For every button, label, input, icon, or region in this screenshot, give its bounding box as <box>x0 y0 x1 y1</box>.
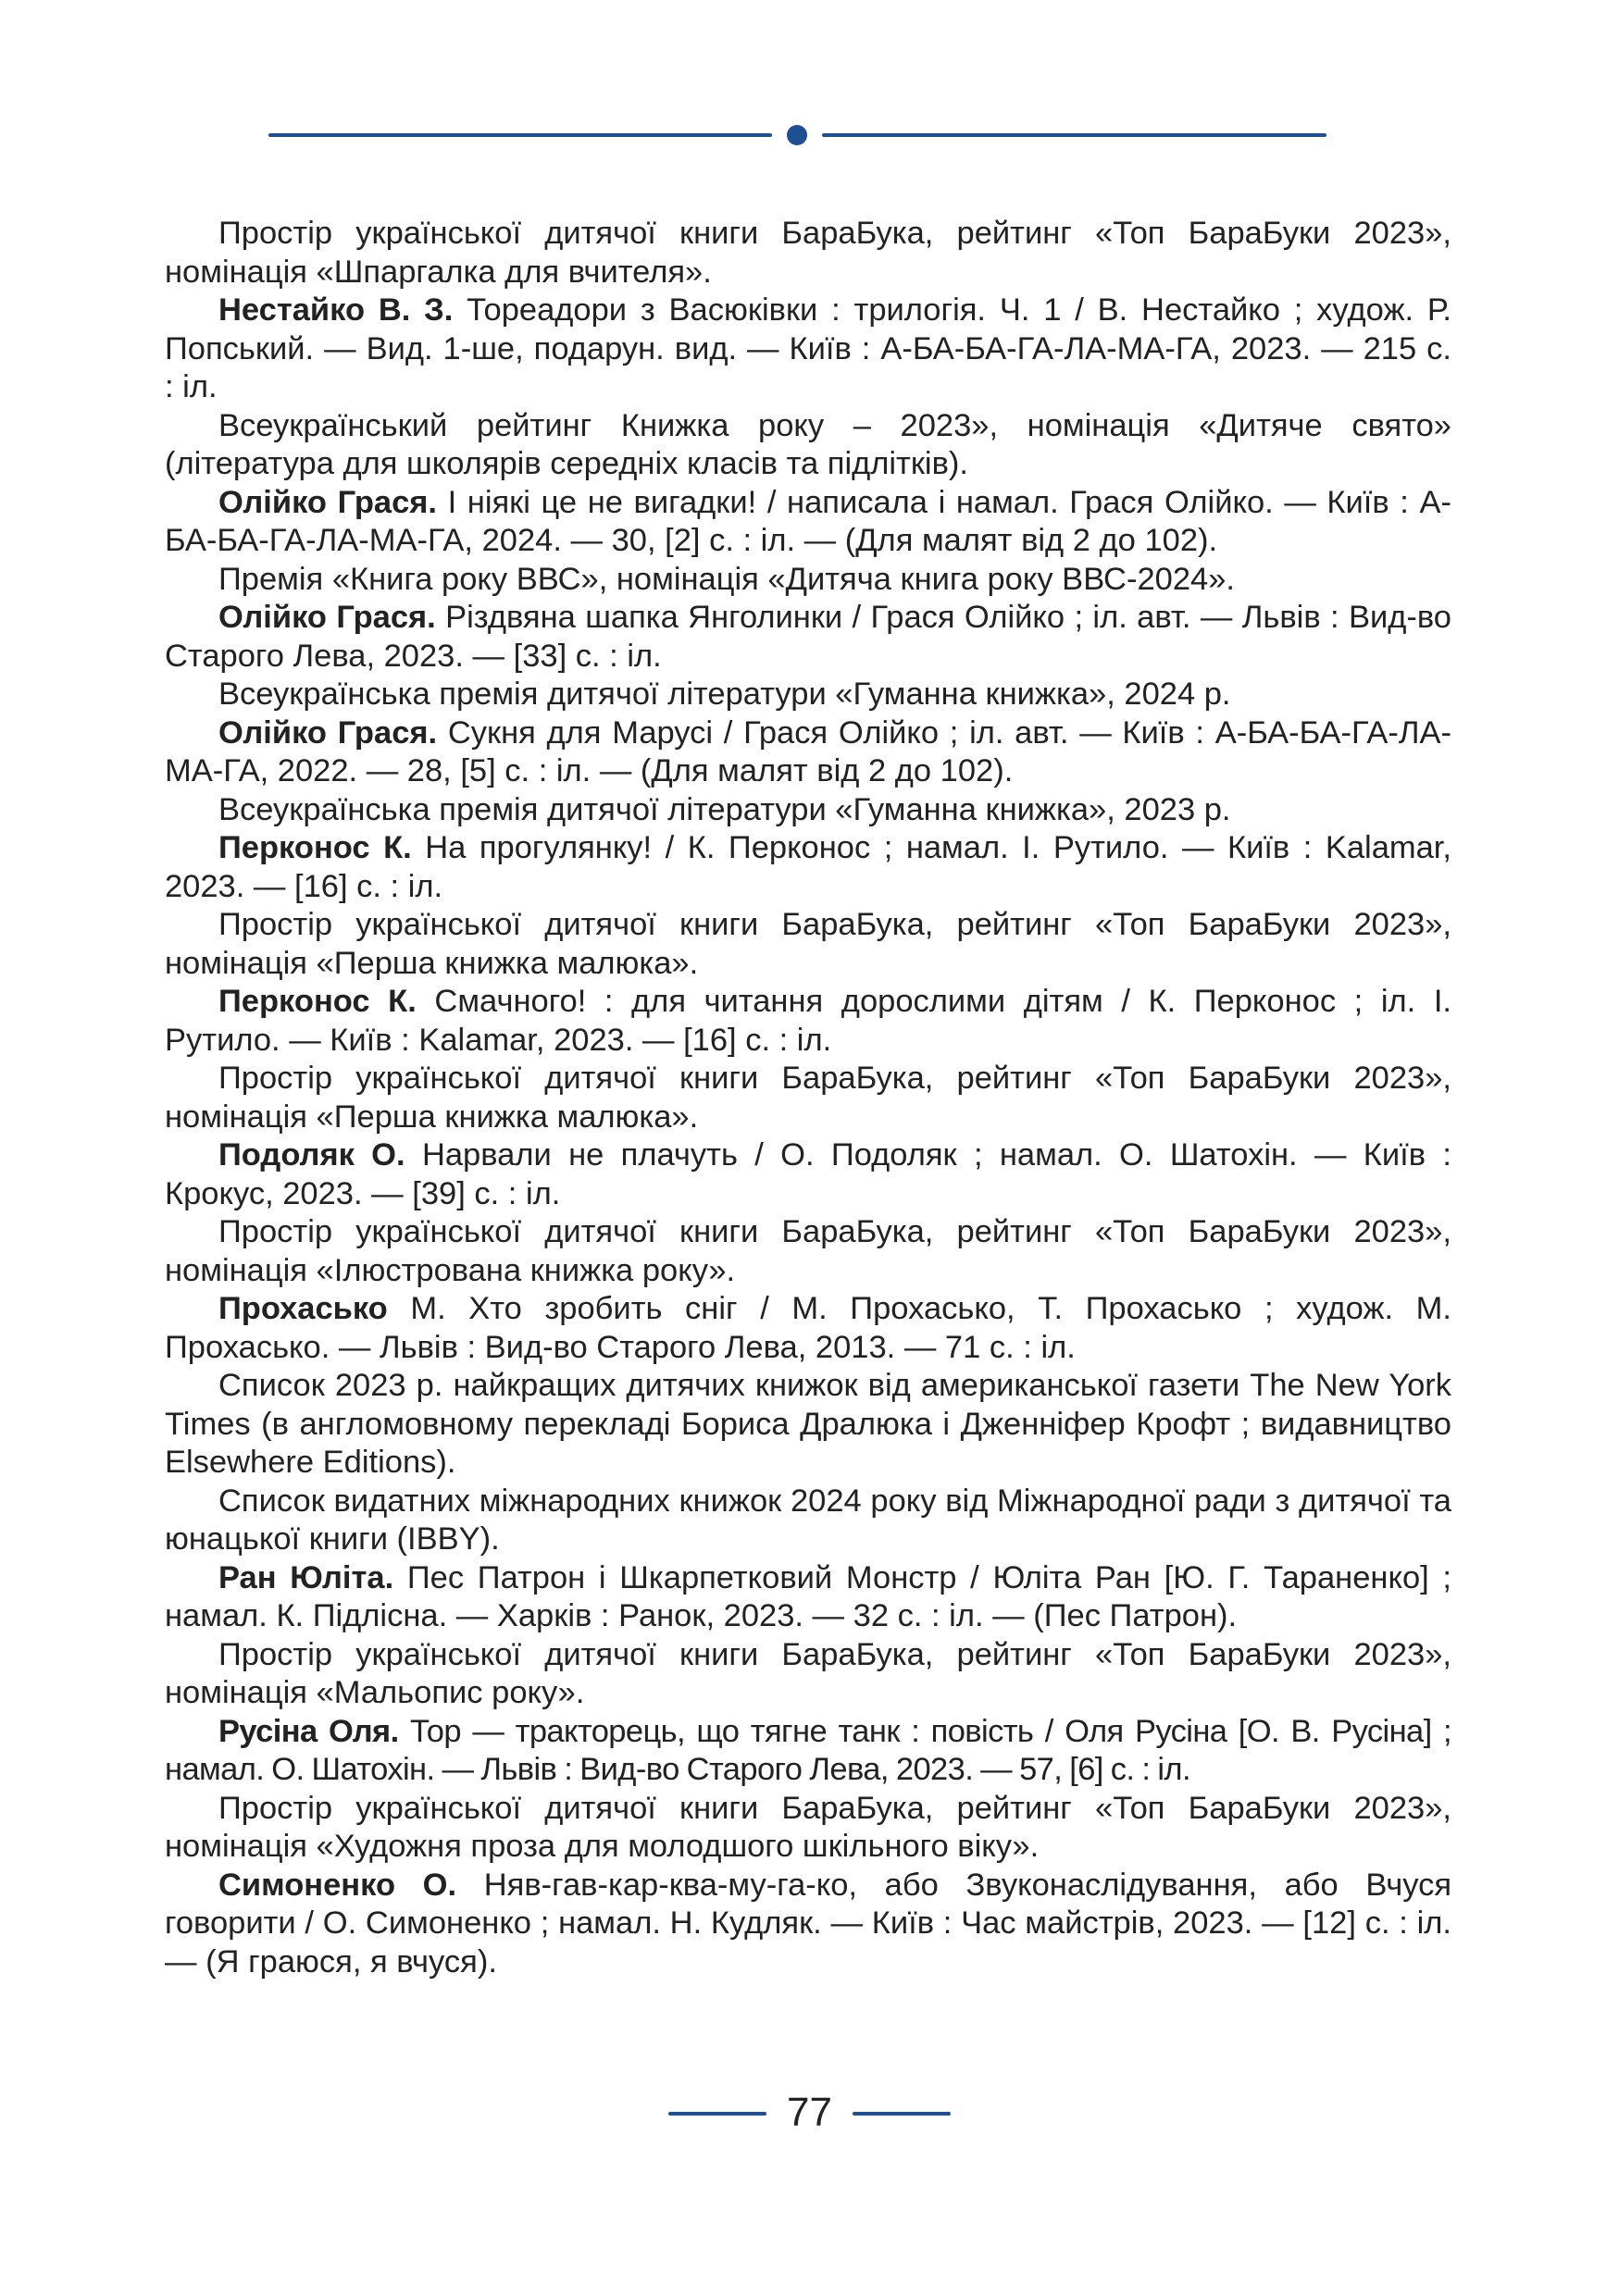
bibliography-entry <box>165 676 1451 714</box>
bibliography-entry <box>165 1867 1451 1982</box>
bibliography-entry <box>165 215 1451 292</box>
bibliography-entry <box>165 1367 1451 1483</box>
bibliography-entry <box>165 829 1451 906</box>
entry-author: Олійко Грася. <box>218 600 436 635</box>
bibliography-entry <box>165 1136 1451 1213</box>
entry-author: Нестайко В. З. <box>218 292 454 328</box>
entry-text: Няв-гав-кар-ква-му-га-ко, або Звуконаслідування, або Вчуся говорити / О. Симоненко ; намал. Н. Кудляк. — Київ : Час майстрів, 2023. — [12] с. : іл. — (Я граюся, я вчуся). <box>165 1867 1451 1980</box>
bibliography-entry <box>165 1060 1451 1136</box>
entry-text: Простір української дитячої книги БараБука, рейтинг «Топ БараБуки 2023», номінація «Мальопис року». <box>165 1636 1451 1710</box>
entry-text: Простір української дитячої книги БараБука, рейтинг «Топ БараБуки 2023», номінація «Перша книжка малюка». <box>165 1061 1451 1135</box>
entry-text: На прогулянку! / К. Перконос ; намал. І. Рутило. — Київ : Kalamar, 2023. — [16] с. : іл. <box>165 830 1451 904</box>
page-number: 77 <box>787 2090 832 2135</box>
bibliography-entry <box>165 292 1451 407</box>
footer-rule-right <box>853 2112 951 2116</box>
entry-text: Всеукраїнська премія дитячої літератури «Гуманна книжка», 2024 р. <box>218 676 1231 712</box>
header-rule-right <box>822 133 1326 137</box>
bibliography-entry <box>165 983 1451 1060</box>
bibliography-entry <box>165 561 1451 600</box>
bibliography-list <box>165 215 1451 1981</box>
entry-text: Всеукраїнський рейтинг Книжка року – 2023», номінація «Дитяче свято» (література для школярів середніх класів та підлітків). <box>165 407 1451 481</box>
entry-text: Простір української дитячої книги БараБука, рейтинг «Топ БараБуки 2023», номінація «Ілюстрована книжка року». <box>165 1214 1451 1288</box>
bibliography-entry <box>165 1483 1451 1559</box>
bibliography-entry <box>165 906 1451 983</box>
entry-text: М. Хто зробить сніг / М. Прохасько, Т. Прохасько ; худож. М. Прохасько. — Львів : Вид-во Старого Лева, 2013. — 71 с. : іл. <box>165 1291 1451 1365</box>
entry-text: Тор — тракторець, що тягне танк : повість / Оля Русіна [О. В. Русіна] ; намал. О. Шатохін. — Львів : Вид-во Старого Лева, 2023. — 57, [6] с. : іл. <box>165 1713 1452 1787</box>
entry-text: Простір української дитячої книги БараБука, рейтинг «Топ БараБуки 2023», номінація «Художня проза для молодшого шкільного віку». <box>165 1790 1451 1864</box>
entry-author: Симоненко О. <box>218 1867 457 1903</box>
entry-text: Премія «Книга року ВВС», номінація «Дитяча книга року ВВС-2024». <box>218 561 1235 597</box>
entry-text: Список видатних міжнародних книжок 2024 року від Міжнародної ради з дитячої та юнацької книги (IBBY). <box>165 1483 1451 1557</box>
bibliography-entry <box>165 599 1451 676</box>
bibliography-entry <box>165 1636 1451 1713</box>
entry-text: Сукня для Марусі / Грася Олійко ; іл. авт. — Київ : А-БА-БА-ГА-ЛА-МА-ГА, 2022. — 28, [5] с. : іл. — (Для малят від 2 до 102). <box>165 714 1451 788</box>
entry-text: Пес Патрон і Шкарпетковий Монстр / Юліта Ран [Ю. Г. Тараненко] ; намал. К. Підлісна. — Харків : Ранок, 2023. — 32 с. : іл. — (Пес Патрон). <box>165 1559 1451 1633</box>
entry-author: Подоляк О. <box>218 1137 405 1173</box>
entry-text: Смачного! : для читання дорослими дітям / К. Перконос ; іл. І. Рутило. — Київ : Kalamar, 2023. — [16] с. : іл. <box>165 984 1451 1058</box>
entry-author: Олійко Грася. <box>218 484 437 520</box>
bibliography-entry <box>165 1559 1451 1636</box>
entry-author: Олійко Грася. <box>218 714 438 751</box>
entry-author: Русіна Оля. <box>218 1713 399 1749</box>
header-rule-left <box>268 133 772 137</box>
bibliography-entry <box>165 1213 1451 1290</box>
entry-text: Нарвали не плачуть / О. Подоляк ; намал. О. Шатохін. — Київ : Крокус, 2023. — [39] с. : іл. <box>165 1137 1451 1211</box>
entry-author: Прохасько <box>218 1291 388 1326</box>
entry-author: Ран Юліта. <box>218 1559 394 1595</box>
entry-text: Всеукраїнська премія дитячої літератури «Гуманна книжка», 2023 р. <box>218 791 1231 827</box>
bibliography-entry <box>165 1713 1451 1790</box>
entry-author: Перконос К. <box>218 984 417 1019</box>
bibliography-entry <box>165 791 1451 830</box>
entry-text: І ніякі це не вигадки! / написала і намал. Грася Олійко. — Київ : А-БА-БА-ГА-ЛА-МА-ГА, 2024. — 30, [2] с. : іл. — (Для малят від 2 до 102). <box>165 484 1451 558</box>
entry-text: Простір української дитячої книги БараБука, рейтинг «Топ БараБуки 2023», номінація «Шпаргалка для вчителя». <box>165 216 1451 290</box>
header-dot <box>787 125 807 145</box>
entry-text: Тореадори з Васюківки : трилогія. Ч. 1 / В. Нестайко ; худож. Р. Попський. — Вид. 1-ше, подарун. вид. — Київ : А-БА-БА-ГА-ЛА-МА-ГА, 2023. — 215 с. : іл. <box>165 292 1452 404</box>
bibliography-entry <box>165 714 1451 791</box>
entry-text: Різдвяна шапка Янголинки / Грася Олійко ; іл. авт. — Львів : Вид-во Старого Лева, 2023. — [33] с. : іл. <box>165 600 1451 674</box>
entry-text: Простір української дитячої книги БараБука, рейтинг «Топ БараБуки 2023», номінація «Перша книжка малюка». <box>165 907 1451 981</box>
bibliography-entry <box>165 407 1451 484</box>
entry-text: Список 2023 р. найкращих дитячих книжок від американської газети The New York Times (в англомовному перекладі Бориса Дралюка і Дженніфер Крофт ; видавництво Elsewhere Editions). <box>165 1368 1451 1480</box>
bibliography-entry <box>165 1290 1451 1367</box>
bibliography-entry <box>165 1790 1451 1867</box>
entry-author: Перконос К. <box>218 830 412 865</box>
bibliography-entry <box>165 484 1451 561</box>
